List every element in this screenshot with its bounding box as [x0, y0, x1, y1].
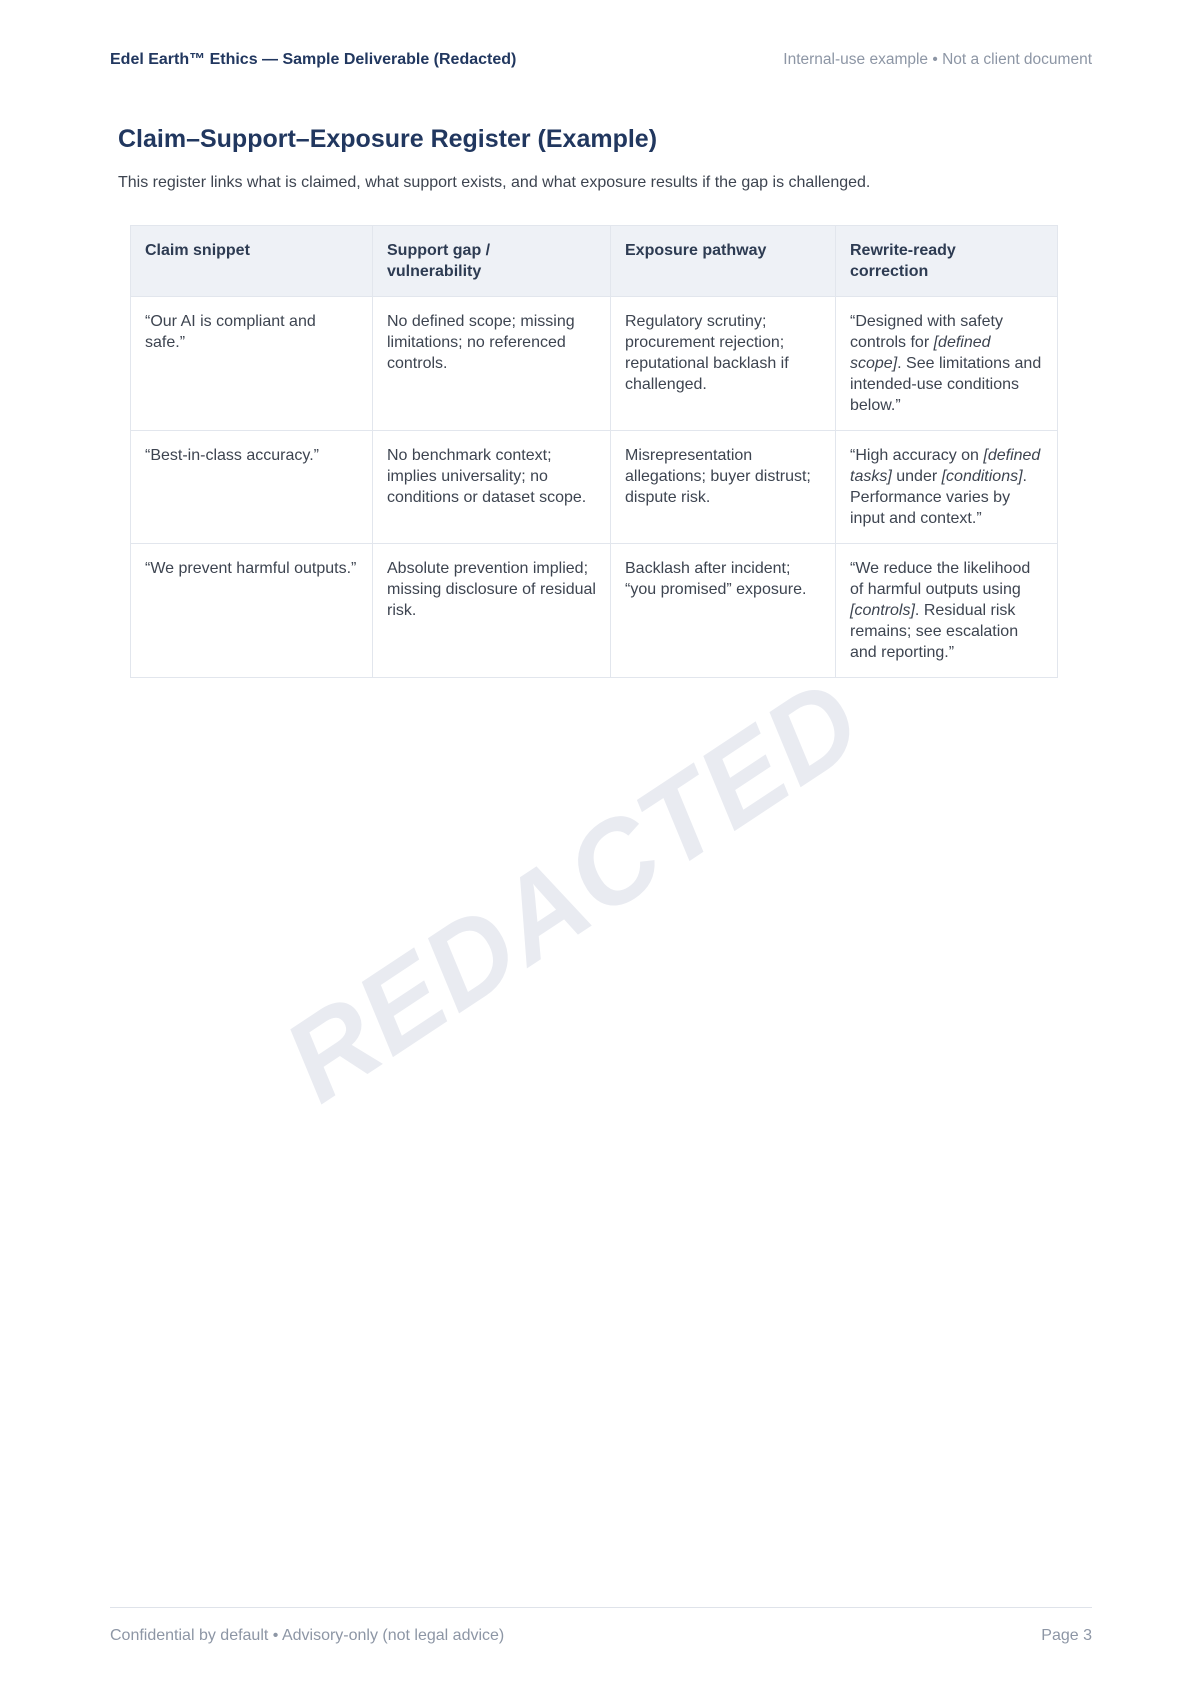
column-header: Support gap / vulnerability	[373, 226, 611, 297]
page-title: Claim–Support–Exposure Register (Example)	[118, 125, 658, 153]
table-cell: No benchmark context; implies universality; no conditions or dataset scope.	[373, 431, 611, 544]
claim-support-exposure-table	[130, 225, 1058, 678]
page-content	[0, 0, 1200, 678]
table-cell: “Designed with safety controls for [defined scope]. See limitations and intended-use conditions below.”	[836, 297, 1058, 431]
table-cell: Misrepresentation allegations; buyer distrust; dispute risk.	[611, 431, 836, 544]
redacted-watermark: REDACTED	[261, 653, 885, 1127]
table-row	[131, 544, 1058, 678]
table-row	[131, 297, 1058, 431]
footer-page-number: Page 3	[1041, 1627, 1092, 1644]
table-cell: No defined scope; missing limitations; no referenced controls.	[373, 297, 611, 431]
table-cell: Absolute prevention implied; missing disclosure of residual risk.	[373, 544, 611, 678]
table-header-row	[131, 226, 1058, 297]
column-header: Rewrite-ready correction	[836, 226, 1058, 297]
table-cell: “We prevent harmful outputs.”	[131, 544, 373, 678]
table-body	[131, 297, 1058, 678]
table-row	[131, 431, 1058, 544]
table-cell: “High accuracy on [defined tasks] under [conditions]. Performance varies by input and context.”	[836, 431, 1058, 544]
doc-header-note: Internal-use example • Not a client document	[783, 51, 1092, 68]
doc-header-title: Edel Earth™ Ethics — Sample Deliverable (Redacted)	[110, 51, 517, 68]
table-cell: Regulatory scrutiny; procurement rejection; reputational backlash if challenged.	[611, 297, 836, 431]
table-cell: Backlash after incident; “you promised” exposure.	[611, 544, 836, 678]
footer-note: Confidential by default • Advisory-only (not legal advice)	[110, 1627, 505, 1644]
table-cell: “Best-in-class accuracy.”	[131, 431, 373, 544]
column-header: Exposure pathway	[611, 226, 836, 297]
document-header	[110, 50, 1092, 70]
intro-paragraph: This register links what is claimed, what support exists, and what exposure results if the gap is challenged.	[118, 174, 871, 191]
document-footer	[110, 1607, 1092, 1645]
column-header: Claim snippet	[131, 226, 373, 297]
table-cell: “Our AI is compliant and safe.”	[131, 297, 373, 431]
table-cell: “We reduce the likelihood of harmful outputs using [controls]. Residual risk remains; see escalation and reporting.”	[836, 544, 1058, 678]
